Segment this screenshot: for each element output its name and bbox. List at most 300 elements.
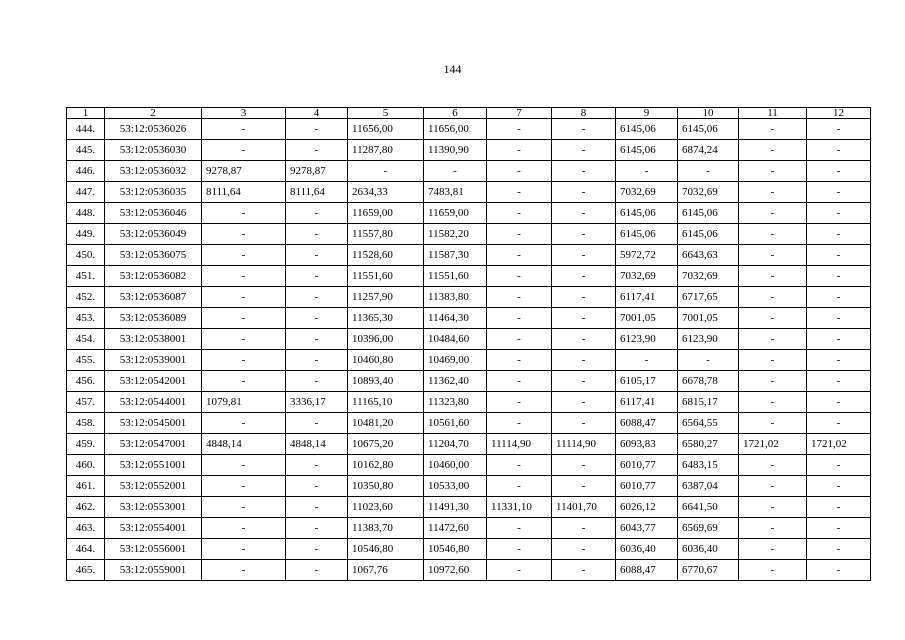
table-cell: 10484,60: [424, 329, 487, 350]
table-cell: -: [552, 329, 616, 350]
table-cell: 6678,78: [678, 371, 739, 392]
table-cell: -: [739, 203, 807, 224]
table-cell: -: [286, 287, 348, 308]
table-cell: -: [739, 329, 807, 350]
table-cell: 11257,90: [348, 287, 424, 308]
table-cell: -: [739, 308, 807, 329]
table-cell: -: [739, 413, 807, 434]
column-header-2: 2: [105, 108, 202, 119]
table-cell: -: [807, 245, 871, 266]
table-cell: 11114,90: [552, 434, 616, 455]
column-header-9: 9: [616, 108, 678, 119]
table-cell: -: [487, 560, 552, 581]
table-cell: -: [424, 161, 487, 182]
table-cell: 10481,20: [348, 413, 424, 434]
table-cell: 7032,69: [616, 266, 678, 287]
table-cell: -: [487, 203, 552, 224]
table-cell: -: [739, 455, 807, 476]
table-cell: -: [552, 245, 616, 266]
row-number-cell: 463.: [67, 518, 105, 539]
table-cell: 6580,27: [678, 434, 739, 455]
row-number-cell: 444.: [67, 119, 105, 140]
table-row: [67, 224, 871, 245]
table-cell: -: [739, 161, 807, 182]
row-number-cell: 457.: [67, 392, 105, 413]
table-cell: -: [202, 518, 286, 539]
table-cell: -: [807, 182, 871, 203]
table-cell: -: [286, 224, 348, 245]
table-cell: 9278,87: [202, 161, 286, 182]
table-cell: -: [202, 266, 286, 287]
table-cell: -: [202, 308, 286, 329]
table-cell: -: [739, 350, 807, 371]
table-row: [67, 539, 871, 560]
table-cell: -: [487, 140, 552, 161]
table-cell: 7001,05: [678, 308, 739, 329]
table-cell: -: [286, 140, 348, 161]
cadastral-number-cell: 53:12:0536026: [105, 119, 202, 140]
table-cell: -: [487, 329, 552, 350]
table-cell: -: [202, 413, 286, 434]
table-cell: -: [202, 245, 286, 266]
row-number-cell: 450.: [67, 245, 105, 266]
row-number-cell: 448.: [67, 203, 105, 224]
table-row: [67, 413, 871, 434]
table-cell: 11659,00: [348, 203, 424, 224]
row-number-cell: 460.: [67, 455, 105, 476]
table-cell: -: [739, 224, 807, 245]
column-header-4: 4: [286, 108, 348, 119]
table-row: [67, 434, 871, 455]
row-number-cell: 454.: [67, 329, 105, 350]
table-cell: 6010,77: [616, 455, 678, 476]
table-cell: -: [807, 455, 871, 476]
table-row: [67, 119, 871, 140]
cadastral-number-cell: 53:12:0536032: [105, 161, 202, 182]
table-cell: -: [552, 350, 616, 371]
table-cell: 6569,69: [678, 518, 739, 539]
row-number-cell: 445.: [67, 140, 105, 161]
table-cell: 10561,60: [424, 413, 487, 434]
table-cell: -: [286, 119, 348, 140]
table-cell: -: [807, 203, 871, 224]
table-cell: 2634,33: [348, 182, 424, 203]
table-cell: 10396,00: [348, 329, 424, 350]
row-number-cell: 464.: [67, 539, 105, 560]
table-cell: -: [552, 203, 616, 224]
table-cell: 11383,70: [348, 518, 424, 539]
row-number-cell: 462.: [67, 497, 105, 518]
row-number-cell: 449.: [67, 224, 105, 245]
header-row: [67, 108, 871, 119]
table-cell: -: [202, 224, 286, 245]
table-cell: 6874,24: [678, 140, 739, 161]
row-number-cell: 447.: [67, 182, 105, 203]
cadastral-number-cell: 53:12:0559001: [105, 560, 202, 581]
row-number-cell: 446.: [67, 161, 105, 182]
table-row: [67, 392, 871, 413]
table-cell: 11557,80: [348, 224, 424, 245]
table-cell: -: [348, 161, 424, 182]
table-cell: 7032,69: [678, 182, 739, 203]
table-cell: -: [487, 245, 552, 266]
table-cell: -: [807, 560, 871, 581]
table-cell: 6026,12: [616, 497, 678, 518]
table-row: [67, 140, 871, 161]
table-cell: 9278,87: [286, 161, 348, 182]
cadastral-number-cell: 53:12:0542001: [105, 371, 202, 392]
row-number-cell: 453.: [67, 308, 105, 329]
table-cell: -: [487, 539, 552, 560]
table-cell: 7001,05: [616, 308, 678, 329]
table-cell: -: [739, 560, 807, 581]
column-header-3: 3: [202, 108, 286, 119]
table-body: [67, 119, 871, 581]
table-cell: 11390,90: [424, 140, 487, 161]
table-cell: -: [286, 413, 348, 434]
table-cell: -: [286, 329, 348, 350]
table-cell: -: [552, 161, 616, 182]
row-number-cell: 452.: [67, 287, 105, 308]
cadastral-value-table: [66, 107, 871, 581]
table-cell: -: [552, 476, 616, 497]
table-cell: 1721,02: [807, 434, 871, 455]
table-cell: -: [487, 224, 552, 245]
column-header-10: 10: [678, 108, 739, 119]
table-cell: -: [807, 287, 871, 308]
table-cell: -: [807, 371, 871, 392]
table-cell: 11365,30: [348, 308, 424, 329]
table-cell: 1079,81: [202, 392, 286, 413]
table-cell: -: [807, 350, 871, 371]
table-cell: -: [286, 308, 348, 329]
row-number-cell: 459.: [67, 434, 105, 455]
cadastral-number-cell: 53:12:0536035: [105, 182, 202, 203]
table-cell: 10350,80: [348, 476, 424, 497]
table-cell: -: [286, 539, 348, 560]
table-cell: 10533,00: [424, 476, 487, 497]
table-cell: 8111,64: [286, 182, 348, 203]
cadastral-number-cell: 53:12:0538001: [105, 329, 202, 350]
table-cell: -: [739, 182, 807, 203]
table-cell: 6815,17: [678, 392, 739, 413]
table-cell: -: [487, 182, 552, 203]
row-number-cell: 451.: [67, 266, 105, 287]
table-cell: 6145,06: [678, 119, 739, 140]
table-cell: -: [678, 350, 739, 371]
table-cell: 6088,47: [616, 560, 678, 581]
table-row: [67, 308, 871, 329]
table-cell: -: [552, 413, 616, 434]
cadastral-number-cell: 53:12:0556001: [105, 539, 202, 560]
page-number: 144: [443, 62, 462, 76]
cadastral-number-cell: 53:12:0545001: [105, 413, 202, 434]
table-cell: -: [552, 224, 616, 245]
table-row: [67, 371, 871, 392]
table-cell: -: [487, 287, 552, 308]
table-cell: 1067,76: [348, 560, 424, 581]
table-row: [67, 350, 871, 371]
table-cell: -: [202, 455, 286, 476]
table-cell: 11491,30: [424, 497, 487, 518]
table-cell: -: [739, 140, 807, 161]
table-cell: -: [487, 119, 552, 140]
table-cell: -: [616, 350, 678, 371]
table-cell: -: [487, 161, 552, 182]
column-header-6: 6: [424, 108, 487, 119]
table-row: [67, 203, 871, 224]
table-cell: -: [552, 539, 616, 560]
table-cell: -: [286, 245, 348, 266]
table-cell: -: [552, 560, 616, 581]
table-cell: -: [552, 140, 616, 161]
table-cell: -: [807, 224, 871, 245]
table-cell: 6117,41: [616, 287, 678, 308]
table-cell: -: [552, 308, 616, 329]
table-cell: -: [552, 392, 616, 413]
table-cell: -: [202, 203, 286, 224]
table-cell: 11656,00: [424, 119, 487, 140]
table-cell: -: [807, 476, 871, 497]
table-cell: 6145,06: [678, 203, 739, 224]
table-cell: 6145,06: [616, 140, 678, 161]
table-row: [67, 287, 871, 308]
table-cell: 6123,90: [678, 329, 739, 350]
table-cell: 6145,06: [616, 203, 678, 224]
table-cell: -: [202, 560, 286, 581]
table-cell: -: [739, 392, 807, 413]
table-cell: -: [487, 392, 552, 413]
table-cell: 10460,00: [424, 455, 487, 476]
table-cell: 6123,90: [616, 329, 678, 350]
table-cell: 11023,60: [348, 497, 424, 518]
table-cell: 7032,69: [616, 182, 678, 203]
table-row: [67, 476, 871, 497]
table-cell: 6043,77: [616, 518, 678, 539]
table-cell: -: [286, 350, 348, 371]
column-header-1: 1: [67, 108, 105, 119]
table-row: [67, 245, 871, 266]
table-cell: 6770,67: [678, 560, 739, 581]
table-cell: 7032,69: [678, 266, 739, 287]
column-header-12: 12: [807, 108, 871, 119]
table-cell: 6483,15: [678, 455, 739, 476]
table-cell: -: [487, 476, 552, 497]
table-cell: -: [487, 518, 552, 539]
table-cell: -: [487, 266, 552, 287]
table-cell: -: [286, 203, 348, 224]
table-cell: 6643,63: [678, 245, 739, 266]
table-cell: 6093,83: [616, 434, 678, 455]
column-header-8: 8: [552, 108, 616, 119]
cadastral-number-cell: 53:12:0539001: [105, 350, 202, 371]
table-cell: -: [487, 413, 552, 434]
table-cell: 10893,40: [348, 371, 424, 392]
table-cell: 5972,72: [616, 245, 678, 266]
table-cell: 6010,77: [616, 476, 678, 497]
table-cell: -: [616, 161, 678, 182]
table-cell: -: [807, 539, 871, 560]
table-cell: 6105,17: [616, 371, 678, 392]
table-cell: -: [202, 329, 286, 350]
table-cell: 6641,50: [678, 497, 739, 518]
table-cell: 11362,40: [424, 371, 487, 392]
table-cell: 1721,02: [739, 434, 807, 455]
table-cell: -: [739, 497, 807, 518]
row-number-cell: 465.: [67, 560, 105, 581]
table-cell: 6145,06: [616, 119, 678, 140]
table-cell: 11587,30: [424, 245, 487, 266]
table-cell: 11582,20: [424, 224, 487, 245]
table-row: [67, 518, 871, 539]
cadastral-number-cell: 53:12:0551001: [105, 455, 202, 476]
table-header: [67, 108, 871, 119]
table-cell: 10675,20: [348, 434, 424, 455]
table-cell: 10469,00: [424, 350, 487, 371]
table-cell: 11323,80: [424, 392, 487, 413]
table-cell: -: [286, 371, 348, 392]
table-cell: -: [739, 287, 807, 308]
table-cell: -: [202, 350, 286, 371]
table-cell: -: [202, 497, 286, 518]
table-cell: -: [552, 518, 616, 539]
table-cell: 11204,70: [424, 434, 487, 455]
table-cell: -: [202, 476, 286, 497]
table-cell: -: [286, 455, 348, 476]
table-cell: -: [487, 371, 552, 392]
row-number-cell: 458.: [67, 413, 105, 434]
table-cell: -: [739, 371, 807, 392]
table-row: [67, 455, 871, 476]
table-cell: 11165,10: [348, 392, 424, 413]
row-number-cell: 455.: [67, 350, 105, 371]
table-row: [67, 266, 871, 287]
table-cell: 3336,17: [286, 392, 348, 413]
table-cell: 6117,41: [616, 392, 678, 413]
table-cell: 11383,80: [424, 287, 487, 308]
table-cell: 6145,06: [616, 224, 678, 245]
table-cell: -: [202, 539, 286, 560]
table-cell: -: [202, 119, 286, 140]
table-cell: 10546,80: [424, 539, 487, 560]
cadastral-number-cell: 53:12:0536075: [105, 245, 202, 266]
table-cell: -: [552, 119, 616, 140]
table-cell: 11472,60: [424, 518, 487, 539]
table-cell: -: [807, 266, 871, 287]
cadastral-number-cell: 53:12:0544001: [105, 392, 202, 413]
cadastral-number-cell: 53:12:0536046: [105, 203, 202, 224]
table-cell: 6717,65: [678, 287, 739, 308]
table-cell: -: [739, 539, 807, 560]
table-cell: -: [807, 518, 871, 539]
table-row: [67, 560, 871, 581]
table-cell: -: [552, 455, 616, 476]
column-header-5: 5: [348, 108, 424, 119]
table-cell: -: [807, 497, 871, 518]
table-cell: -: [807, 161, 871, 182]
row-number-cell: 456.: [67, 371, 105, 392]
table-cell: -: [286, 476, 348, 497]
table-cell: -: [552, 287, 616, 308]
table-cell: -: [286, 266, 348, 287]
table-cell: 6036,40: [678, 539, 739, 560]
table-cell: -: [807, 308, 871, 329]
table-cell: -: [807, 392, 871, 413]
table-cell: 4848,14: [202, 434, 286, 455]
table-cell: -: [487, 308, 552, 329]
table-cell: -: [739, 245, 807, 266]
cadastral-number-cell: 53:12:0536087: [105, 287, 202, 308]
table-cell: 6036,40: [616, 539, 678, 560]
table-cell: 10460,80: [348, 350, 424, 371]
cadastral-number-cell: 53:12:0552001: [105, 476, 202, 497]
table-cell: 11656,00: [348, 119, 424, 140]
table-cell: 4848,14: [286, 434, 348, 455]
cadastral-number-cell: 53:12:0554001: [105, 518, 202, 539]
table-row: [67, 329, 871, 350]
table-cell: -: [286, 497, 348, 518]
table-cell: -: [807, 140, 871, 161]
table-cell: -: [487, 455, 552, 476]
table-cell: 11551,60: [424, 266, 487, 287]
table-cell: -: [739, 476, 807, 497]
table-cell: -: [807, 119, 871, 140]
table-cell: -: [552, 266, 616, 287]
table-row: [67, 182, 871, 203]
table-cell: 11464,30: [424, 308, 487, 329]
cadastral-number-cell: 53:12:0547001: [105, 434, 202, 455]
cadastral-number-cell: 53:12:0553001: [105, 497, 202, 518]
table-cell: -: [739, 266, 807, 287]
cadastral-number-cell: 53:12:0536049: [105, 224, 202, 245]
table-cell: 10972,60: [424, 560, 487, 581]
table-cell: -: [202, 287, 286, 308]
table-cell: -: [487, 350, 552, 371]
table-cell: -: [678, 161, 739, 182]
table-cell: -: [552, 371, 616, 392]
column-header-7: 7: [487, 108, 552, 119]
table-cell: 11551,60: [348, 266, 424, 287]
table-cell: 11287,80: [348, 140, 424, 161]
table-cell: 10546,80: [348, 539, 424, 560]
table-cell: 6088,47: [616, 413, 678, 434]
cadastral-number-cell: 53:12:0536089: [105, 308, 202, 329]
table-row: [67, 497, 871, 518]
table-cell: -: [807, 329, 871, 350]
table-cell: -: [202, 371, 286, 392]
table-cell: -: [286, 518, 348, 539]
table-cell: 10162,80: [348, 455, 424, 476]
cadastral-number-cell: 53:12:0536030: [105, 140, 202, 161]
table-cell: 6564,55: [678, 413, 739, 434]
table-cell: 6145,06: [678, 224, 739, 245]
table-cell: -: [739, 518, 807, 539]
table-cell: 11401,70: [552, 497, 616, 518]
table-cell: 8111,64: [202, 182, 286, 203]
table-cell: -: [739, 119, 807, 140]
table-cell: 7483,81: [424, 182, 487, 203]
table-cell: 11114,90: [487, 434, 552, 455]
row-number-cell: 461.: [67, 476, 105, 497]
table-cell: -: [807, 413, 871, 434]
table-cell: -: [286, 560, 348, 581]
table-cell: 6387,04: [678, 476, 739, 497]
cadastral-number-cell: 53:12:0536082: [105, 266, 202, 287]
table-cell: -: [552, 182, 616, 203]
table-row: [67, 161, 871, 182]
table-cell: 11331,10: [487, 497, 552, 518]
table-cell: -: [202, 140, 286, 161]
